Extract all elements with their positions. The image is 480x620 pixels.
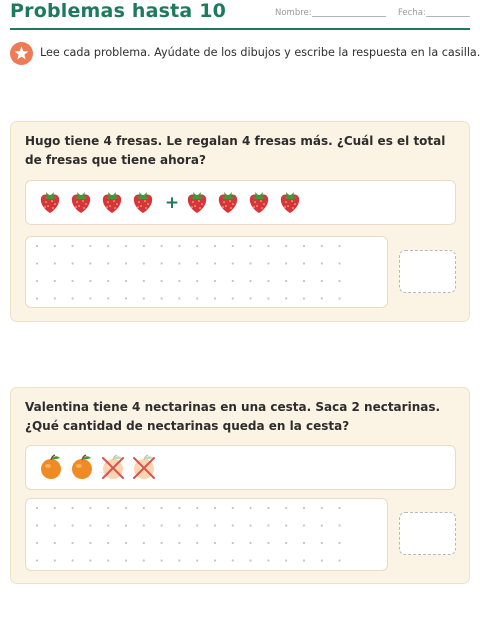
- grid-dot: [196, 559, 198, 561]
- name-label: Nombre:: [275, 8, 312, 18]
- grid-dot: [339, 524, 341, 526]
- strawberry-icon: [72, 192, 90, 213]
- nectarine-icon: [41, 455, 61, 479]
- grid-dot: [72, 507, 74, 509]
- grid-dot: [250, 280, 252, 282]
- grid-dot: [232, 262, 234, 264]
- grid-dot: [178, 559, 180, 561]
- grid-dot: [161, 280, 163, 282]
- grid-dot: [196, 542, 198, 544]
- grid-dot: [36, 297, 38, 299]
- nectarine-icon: [72, 455, 92, 479]
- grid-dot: [339, 245, 341, 247]
- grid-dot: [54, 280, 56, 282]
- grid-dot: [89, 542, 91, 544]
- grid-dot: [72, 245, 74, 247]
- grid-dot: [232, 559, 234, 561]
- grid-dot: [196, 245, 198, 247]
- strawberry-icon: [281, 192, 299, 213]
- grid-dot: [107, 507, 109, 509]
- grid-dot: [267, 507, 269, 509]
- grid-dot: [303, 559, 305, 561]
- strawberry-icon: [103, 192, 121, 213]
- grid-dot: [232, 297, 234, 299]
- grid-dot: [214, 559, 216, 561]
- grid-dot: [125, 245, 127, 247]
- problem-card-1: [10, 121, 470, 322]
- grid-dot: [107, 297, 109, 299]
- grid-dot: [214, 524, 216, 526]
- grid-dot: [89, 507, 91, 509]
- grid-dot: [285, 262, 287, 264]
- grid-dot: [72, 524, 74, 526]
- grid-dot: [285, 507, 287, 509]
- grid-dot: [321, 559, 323, 561]
- grid-dot: [285, 245, 287, 247]
- grid-dot: [303, 280, 305, 282]
- grid-dot: [267, 559, 269, 561]
- grid-dot: [303, 245, 305, 247]
- grid-dot: [107, 559, 109, 561]
- page-title: Problemas hasta 10: [10, 0, 227, 22]
- grid-dot: [250, 559, 252, 561]
- grid-dot: [267, 297, 269, 299]
- grid-dot: [178, 507, 180, 509]
- instructions: [10, 42, 480, 66]
- grid-dot: [178, 297, 180, 299]
- dot-grid-2: [26, 499, 387, 570]
- grid-dot: [232, 542, 234, 544]
- grid-dot: [36, 245, 38, 247]
- grid-dot: [72, 262, 74, 264]
- work-area-2[interactable]: [25, 498, 388, 571]
- date-label: Fecha:: [398, 8, 426, 18]
- grid-dot: [285, 297, 287, 299]
- grid-dot: [339, 559, 341, 561]
- grid-dot: [178, 262, 180, 264]
- grid-dot: [339, 542, 341, 544]
- grid-dot: [161, 262, 163, 264]
- nectarine-crossed-icon: [103, 455, 123, 479]
- grid-dot: [250, 297, 252, 299]
- grid-dot: [143, 524, 145, 526]
- grid-dot: [125, 559, 127, 561]
- grid-dot: [161, 297, 163, 299]
- grid-dot: [321, 507, 323, 509]
- grid-dot: [54, 559, 56, 561]
- grid-dot: [250, 524, 252, 526]
- grid-dot: [89, 524, 91, 526]
- grid-dot: [285, 524, 287, 526]
- grid-dot: [125, 297, 127, 299]
- work-area-1[interactable]: [25, 236, 388, 308]
- strawberry-icon: [41, 192, 59, 213]
- grid-dot: [267, 524, 269, 526]
- grid-dot: [250, 542, 252, 544]
- grid-dot: [303, 262, 305, 264]
- grid-dot: [339, 507, 341, 509]
- picture-strip-2: [26, 446, 455, 489]
- grid-dot: [339, 262, 341, 264]
- grid-dot: [321, 524, 323, 526]
- grid-dot: [36, 280, 38, 282]
- grid-dot: [303, 297, 305, 299]
- grid-dot: [89, 280, 91, 282]
- grid-dot: [196, 262, 198, 264]
- picture-box-2: [25, 445, 456, 490]
- grid-dot: [161, 245, 163, 247]
- grid-dot: [125, 507, 127, 509]
- grid-dot: [232, 507, 234, 509]
- grid-dot: [54, 262, 56, 264]
- grid-dot: [321, 297, 323, 299]
- grid-dot: [303, 507, 305, 509]
- grid-dot: [232, 280, 234, 282]
- grid-dot: [143, 297, 145, 299]
- grid-dot: [107, 245, 109, 247]
- grid-dot: [214, 280, 216, 282]
- grid-dot: [321, 245, 323, 247]
- problem-1-text: Hugo tiene 4 fresas. Le regalan 4 fresas más. ¿Cuál es el total de fresas que tiene ahora?: [25, 134, 446, 167]
- grid-dot: [143, 245, 145, 247]
- grid-dot: [36, 507, 38, 509]
- strawberry-icon: [134, 192, 152, 213]
- grid-dot: [214, 507, 216, 509]
- grid-dot: [250, 262, 252, 264]
- grid-dot: [125, 280, 127, 282]
- grid-dot: [232, 524, 234, 526]
- grid-dot: [250, 245, 252, 247]
- grid-dot: [321, 262, 323, 264]
- star-icon: [10, 42, 33, 65]
- grid-dot: [89, 262, 91, 264]
- grid-dot: [161, 524, 163, 526]
- grid-dot: [107, 262, 109, 264]
- grid-dot: [196, 297, 198, 299]
- grid-dot: [72, 280, 74, 282]
- grid-dot: [89, 559, 91, 561]
- header-rule: [10, 28, 470, 30]
- plus-operator: +: [164, 193, 180, 213]
- grid-dot: [125, 262, 127, 264]
- dot-grid-1: [26, 237, 387, 307]
- grid-dot: [72, 559, 74, 561]
- grid-dot: [303, 542, 305, 544]
- problem-2-text: Valentina tiene 4 nectarinas en una cesta. Saca 2 nectarinas. ¿Qué cantidad de nectarinas queda en la cesta?: [25, 400, 441, 433]
- problem-card-2: [10, 387, 470, 584]
- grid-dot: [285, 559, 287, 561]
- grid-dot: [303, 524, 305, 526]
- grid-dot: [339, 280, 341, 282]
- grid-dot: [143, 507, 145, 509]
- grid-dot: [214, 297, 216, 299]
- grid-dot: [267, 542, 269, 544]
- name-field[interactable]: [312, 16, 386, 17]
- grid-dot: [267, 280, 269, 282]
- grid-dot: [250, 507, 252, 509]
- grid-dot: [214, 542, 216, 544]
- grid-dot: [232, 245, 234, 247]
- grid-dot: [178, 524, 180, 526]
- grid-dot: [54, 507, 56, 509]
- nectarine-crossed-icon: [134, 455, 154, 479]
- worksheet-header: [10, 0, 470, 31]
- strawberry-icon: [188, 192, 206, 213]
- grid-dot: [36, 542, 38, 544]
- grid-dot: [54, 542, 56, 544]
- grid-dot: [267, 245, 269, 247]
- grid-dot: [143, 542, 145, 544]
- grid-dot: [214, 262, 216, 264]
- answer-box-1[interactable]: [399, 250, 456, 293]
- grid-dot: [89, 297, 91, 299]
- answer-box-2[interactable]: [399, 512, 456, 555]
- grid-dot: [54, 245, 56, 247]
- strawberry-icon: [219, 192, 237, 213]
- grid-dot: [36, 262, 38, 264]
- grid-dot: [54, 297, 56, 299]
- grid-dot: [214, 245, 216, 247]
- grid-dot: [107, 524, 109, 526]
- grid-dot: [107, 542, 109, 544]
- grid-dot: [178, 280, 180, 282]
- grid-dot: [107, 280, 109, 282]
- grid-dot: [36, 524, 38, 526]
- grid-dot: [178, 245, 180, 247]
- grid-dot: [285, 542, 287, 544]
- grid-dot: [143, 262, 145, 264]
- grid-dot: [161, 559, 163, 561]
- instructions-text: Lee cada problema. Ayúdate de los dibujos y escribe la respuesta en la casilla.: [40, 46, 480, 59]
- grid-dot: [36, 559, 38, 561]
- grid-dot: [143, 559, 145, 561]
- strawberry-icon: [250, 192, 268, 213]
- grid-dot: [285, 280, 287, 282]
- grid-dot: [161, 507, 163, 509]
- grid-dot: [89, 245, 91, 247]
- grid-dot: [196, 524, 198, 526]
- grid-dot: [161, 542, 163, 544]
- grid-dot: [196, 507, 198, 509]
- grid-dot: [143, 280, 145, 282]
- grid-dot: [72, 542, 74, 544]
- grid-dot: [267, 262, 269, 264]
- grid-dot: [125, 542, 127, 544]
- grid-dot: [72, 297, 74, 299]
- grid-dot: [339, 297, 341, 299]
- grid-dot: [178, 542, 180, 544]
- picture-strip-1: [26, 181, 455, 224]
- grid-dot: [321, 542, 323, 544]
- grid-dot: [321, 280, 323, 282]
- grid-dot: [196, 280, 198, 282]
- grid-dot: [54, 524, 56, 526]
- grid-dot: [125, 524, 127, 526]
- date-field[interactable]: [426, 16, 470, 17]
- picture-box-1: [25, 180, 456, 225]
